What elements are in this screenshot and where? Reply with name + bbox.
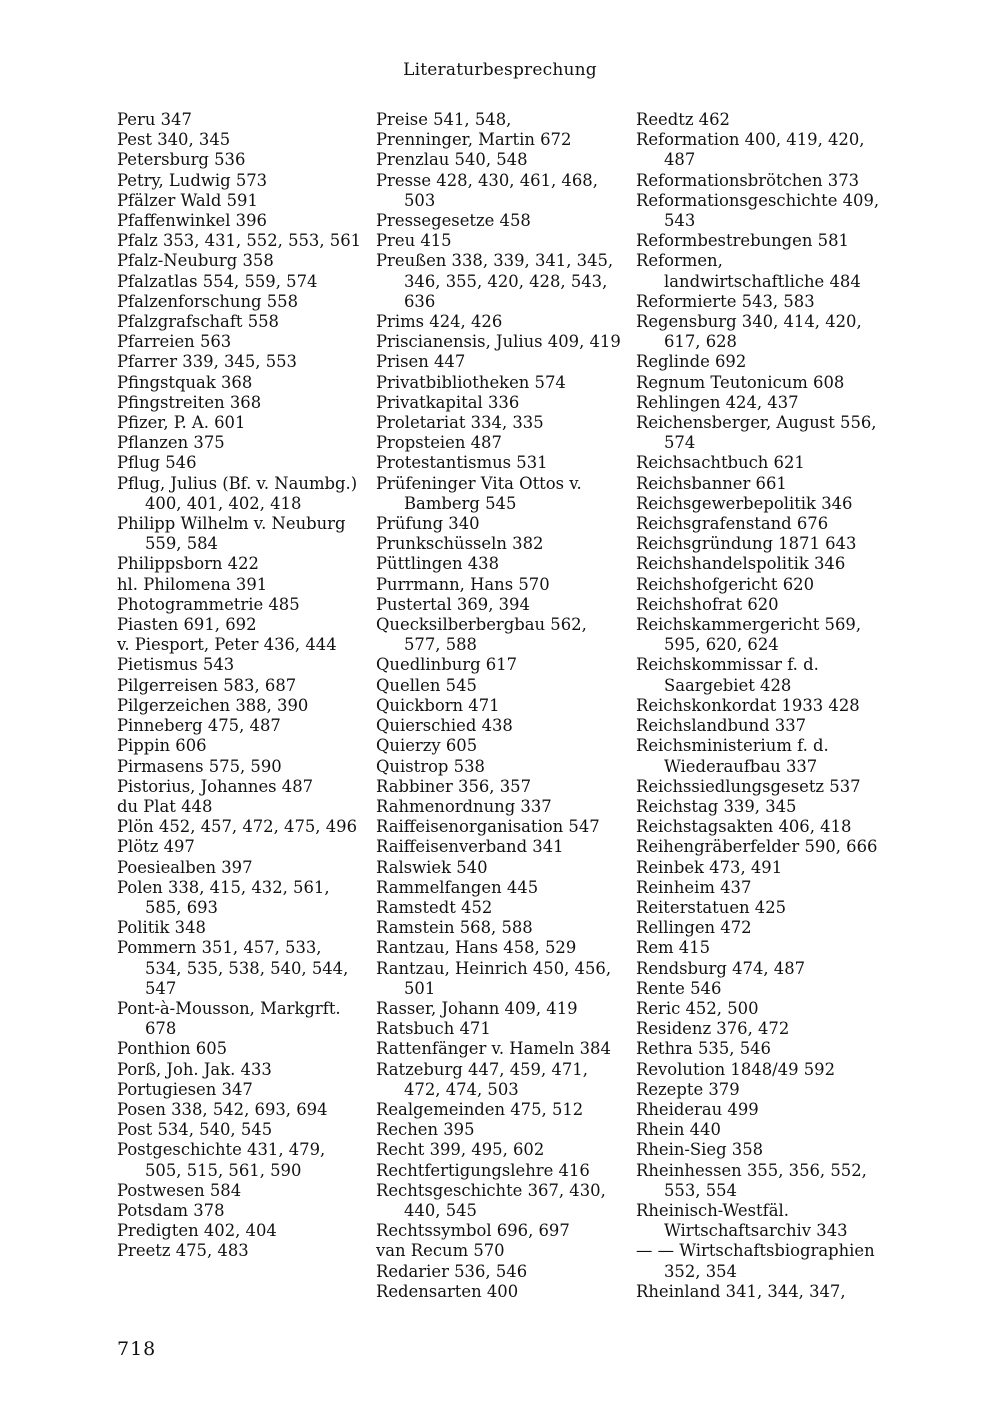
index-entry: Reichslandbund 337 [636, 716, 807, 736]
index-entry: Prims 424, 426 [376, 312, 503, 332]
index-entry: Rechtsgeschichte 367, 430, 440, 545 [376, 1180, 606, 1220]
index-entry: Quickborn 471 [376, 695, 500, 715]
index-entry: Pflanzen 375 [117, 433, 225, 453]
index-entry: Postwesen 584 [117, 1180, 242, 1200]
index-entry: Prüfeninger Vita Ottos v. Bamberg 545 [376, 473, 582, 513]
index-entry: Reformen, landwirtschaftliche 484 [636, 251, 861, 291]
index-entry: Pfalzenforschung 558 [117, 291, 299, 311]
index-entry: Postgeschichte 431, 479, 505, 515, 561, 590 [117, 1140, 326, 1180]
index-entry: Reichsbanner 661 [636, 473, 787, 493]
index-entry: Prenninger, Martin 672 [376, 130, 572, 150]
index-entry: Photogrammetrie 485 [117, 594, 300, 614]
index-entry: Protestantismus 531 [376, 453, 548, 473]
index-entry: Quierzy 605 [376, 736, 478, 756]
index-entry: Quierschied 438 [376, 716, 513, 736]
index-entry: Rasser, Johann 409, 419 [376, 998, 578, 1018]
index-entry: Philipp Wilhelm v. Neuburg 559, 584 [117, 514, 346, 554]
index-entry: Peru 347 [117, 110, 192, 129]
index-entry: Rellingen 472 [636, 918, 752, 938]
index-entry: Pfarrer 339, 345, 553 [117, 352, 297, 372]
index-entry: Pilgerreisen 583, 687 [117, 675, 297, 695]
index-entry: Preetz 475, 483 [117, 1241, 249, 1261]
index-entry: Regnum Teutonicum 608 [636, 372, 845, 392]
index-entry: Privatkapital 336 [376, 392, 520, 412]
index-entry: Prenzlau 540, 548 [376, 150, 528, 170]
index-entry: Redarier 536, 546 [376, 1261, 528, 1281]
index-entry: Ramstein 568, 588 [376, 918, 533, 938]
index-entry: v. Piesport, Peter 436, 444 [117, 635, 337, 655]
index-entry: Pfarreien 563 [117, 332, 232, 352]
index-entry: Porß, Joh. Jak. 433 [117, 1059, 272, 1079]
running-head: Literaturbesprechung [403, 60, 597, 80]
index-entry: Revolution 1848/49 592 [636, 1059, 836, 1079]
index-entry: Reformierte 543, 583 [636, 291, 815, 311]
index-entry: Privatbibliotheken 574 [376, 372, 566, 392]
index-entry: Ramstedt 452 [376, 897, 493, 917]
index-entry: Rhein 440 [636, 1120, 721, 1140]
index-entry: Raiffeisenverband 341 [376, 837, 564, 857]
page-number: 718 [117, 1338, 157, 1360]
index-column-3 [636, 110, 884, 1302]
index-entry: hl. Philomena 391 [117, 574, 268, 594]
index-entry: Rem 415 [636, 938, 711, 958]
index-entry: Preußen 338, 339, 341, 345, 346, 355, 420, 428, 543, 636 [376, 251, 614, 311]
index-entry: Pinneberg 475, 487 [117, 716, 281, 736]
index-entry: Rheinisch-Westfäl. Wirtschaftsarchiv 343 [636, 1200, 848, 1241]
index-entry: Pistorius, Johannes 487 [117, 776, 314, 796]
index-entry: Prunkschüsseln 382 [376, 534, 544, 554]
index-entry: Plön 452, 457, 472, 475, 496 [117, 817, 358, 837]
index-entry: Pfalzgrafschaft 558 [117, 312, 279, 332]
index-entry: Pustertal 369, 394 [376, 594, 530, 614]
index-entry: Piasten 691, 692 [117, 615, 257, 635]
index-entry: Reglinde 692 [636, 352, 747, 372]
index-entry: Reiterstatuen 425 [636, 897, 787, 917]
index-entry: Reichensberger, August 556, 574 [636, 413, 877, 453]
index-entry: Quecksilberbergbau 562, 577, 588 [376, 615, 587, 655]
index-entry: Reichshandelspolitik 346 [636, 554, 846, 574]
index-entry: Pfingstquak 368 [117, 372, 253, 392]
index-entry: Pflug 546 [117, 453, 197, 473]
index-entry: Petersburg 536 [117, 150, 246, 170]
index-entry: Politik 348 [117, 918, 206, 938]
index-entry: Rheiderau 499 [636, 1099, 759, 1119]
index-entry: Ratsbuch 471 [376, 1019, 491, 1039]
index-entry: Ralswiek 540 [376, 857, 488, 877]
index-entry: Petry, Ludwig 573 [117, 170, 268, 190]
index-entry: Predigten 402, 404 [117, 1221, 277, 1241]
index-entry: Reihengräberfelder 590, 666 [636, 837, 878, 857]
index-entry: Rammelfangen 445 [376, 877, 539, 897]
index-entry: Propsteien 487 [376, 433, 502, 453]
index-entry: Plötz 497 [117, 837, 195, 857]
index-entry: van Recum 570 [376, 1241, 505, 1261]
index-entry: Residenz 376, 472 [636, 1019, 790, 1039]
index-entry: Pest 340, 345 [117, 130, 231, 150]
index-entry: Reichskommissar f. d. Saargebiet 428 [636, 655, 819, 695]
index-entry: Pilgerzeichen 388, 390 [117, 695, 309, 715]
index-entry: Post 534, 540, 545 [117, 1120, 273, 1140]
index-entry: Rechtssymbol 696, 697 [376, 1221, 570, 1241]
index-entry: Rezepte 379 [636, 1079, 740, 1099]
index-entry: Purrmann, Hans 570 [376, 574, 550, 594]
index-entry: Rantzau, Heinrich 450, 456, 501 [376, 958, 612, 998]
index-entry: — — Wirtschaftsbiographien 352, 354 [636, 1241, 875, 1281]
index-entry: Rantzau, Hans 458, 529 [376, 938, 577, 958]
index-entry: Reichstagsakten 406, 418 [636, 817, 852, 837]
index-entry: Reichssiedlungsgesetz 537 [636, 776, 861, 796]
index-entry: Recht 399, 495, 602 [376, 1140, 545, 1160]
index-entry: Reinbek 473, 491 [636, 857, 783, 877]
index-entry: Pippin 606 [117, 736, 207, 756]
index-entry: Posen 338, 542, 693, 694 [117, 1099, 328, 1119]
index-entry: Philippsborn 422 [117, 554, 259, 574]
index-entry: du Plat 448 [117, 796, 213, 816]
index-entry: Pont-à-Mousson, Markgrft. 678 [117, 998, 341, 1039]
index-entry: Poesiealben 397 [117, 857, 253, 877]
index-entry: Reric 452, 500 [636, 998, 759, 1018]
index-entry: Portugiesen 347 [117, 1079, 253, 1099]
index-column-2 [376, 110, 624, 1302]
index-entry: Püttlingen 438 [376, 554, 500, 574]
index-entry: Pirmasens 575, 590 [117, 756, 282, 776]
index-entry: Preise 541, 548, [376, 110, 512, 129]
index-entry: Ratzeburg 447, 459, 471, 472, 474, 503 [376, 1059, 588, 1099]
index-entry: Reichskammergericht 569, 595, 620, 624 [636, 615, 862, 655]
index-entry: Potsdam 378 [117, 1200, 225, 1220]
index-entry: Rheinhessen 355, 356, 552, 553, 554 [636, 1160, 867, 1200]
index-entry: Quellen 545 [376, 675, 477, 695]
index-entry: Reichsministerium f. d. Wiederaufbau 337 [636, 736, 829, 776]
index-entry: Raiffeisenorganisation 547 [376, 817, 600, 837]
index-entry: Reichskonkordat 1933 428 [636, 695, 860, 715]
index-entry: Pfingstreiten 368 [117, 392, 262, 412]
index-entry: Rendsburg 474, 487 [636, 958, 806, 978]
index-entry: Pfalz-Neuburg 358 [117, 251, 274, 271]
index-entry: Prüfung 340 [376, 514, 480, 534]
index-entry: Priscianensis, Julius 409, 419 [376, 332, 621, 352]
index-entry: Reichshofgericht 620 [636, 574, 815, 594]
index-entry: Reichshofrat 620 [636, 594, 779, 614]
index-entry: Reichsgründung 1871 643 [636, 534, 857, 554]
index-entry: Pfalz 353, 431, 552, 553, 561 [117, 231, 362, 251]
index-entry: Proletariat 334, 335 [376, 413, 544, 433]
index-entry: Pietismus 543 [117, 655, 235, 675]
index-entry: Pflug, Julius (Bf. v. Naumbg.) 400, 401, 402, 418 [117, 473, 358, 513]
index-entry: Pfälzer Wald 591 [117, 190, 258, 210]
index-entry: Pommern 351, 457, 533, 534, 535, 538, 540, 544, 547 [117, 938, 349, 998]
index-entry: Realgemeinden 475, 512 [376, 1099, 584, 1119]
index-entry: Pressegesetze 458 [376, 211, 531, 231]
index-entry: Rehlingen 424, 437 [636, 392, 799, 412]
index-entry: Rhein-Sieg 358 [636, 1140, 764, 1160]
index-entry: Pfalzatlas 554, 559, 574 [117, 271, 318, 291]
index-entry: Prisen 447 [376, 352, 466, 372]
index-entry: Rechen 395 [376, 1120, 475, 1140]
index-entry: Reichsgewerbepolitik 346 [636, 493, 853, 513]
index-entry: Quedlinburg 617 [376, 655, 518, 675]
index-entry: Rabbiner 356, 357 [376, 776, 532, 796]
index-entry: Reformation 400, 419, 420, 487 [636, 130, 865, 170]
index-entry: Preu 415 [376, 231, 452, 251]
index-entry: Rente 546 [636, 978, 722, 998]
index-entry: Quistrop 538 [376, 756, 485, 776]
index-entry: Rattenfänger v. Hameln 384 [376, 1039, 611, 1059]
index-entry: Presse 428, 430, 461, 468, 503 [376, 170, 598, 210]
index-entry: Reichstag 339, 345 [636, 796, 797, 816]
index-entry: Reformbestrebungen 581 [636, 231, 849, 251]
index-entry: Reichsgrafenstand 676 [636, 514, 829, 534]
index-entry: Rahmenordnung 337 [376, 796, 552, 816]
index-entry: Reichsachtbuch 621 [636, 453, 805, 473]
index-entry: Reinheim 437 [636, 877, 752, 897]
index-entry: Reformationsgeschichte 409, 543 [636, 190, 880, 231]
index-entry: Pfizer, P. A. 601 [117, 413, 246, 433]
index-entry: Reedtz 462 [636, 110, 730, 129]
index-entry: Reformationsbrötchen 373 [636, 170, 860, 190]
index-entry: Rheinland 341, 344, 347, [636, 1281, 846, 1301]
index-entry: Ponthion 605 [117, 1039, 228, 1059]
index-entry: Polen 338, 415, 432, 561, 585, 693 [117, 877, 330, 917]
index-entry: Redensarten 400 [376, 1281, 519, 1301]
index-entry: Rechtfertigungslehre 416 [376, 1160, 590, 1180]
index-entry: Rethra 535, 546 [636, 1039, 771, 1059]
index-entry: Regensburg 340, 414, 420, 617, 628 [636, 312, 862, 352]
index-entry: Pfaffenwinkel 396 [117, 211, 267, 231]
index-column-1 [117, 110, 363, 1262]
